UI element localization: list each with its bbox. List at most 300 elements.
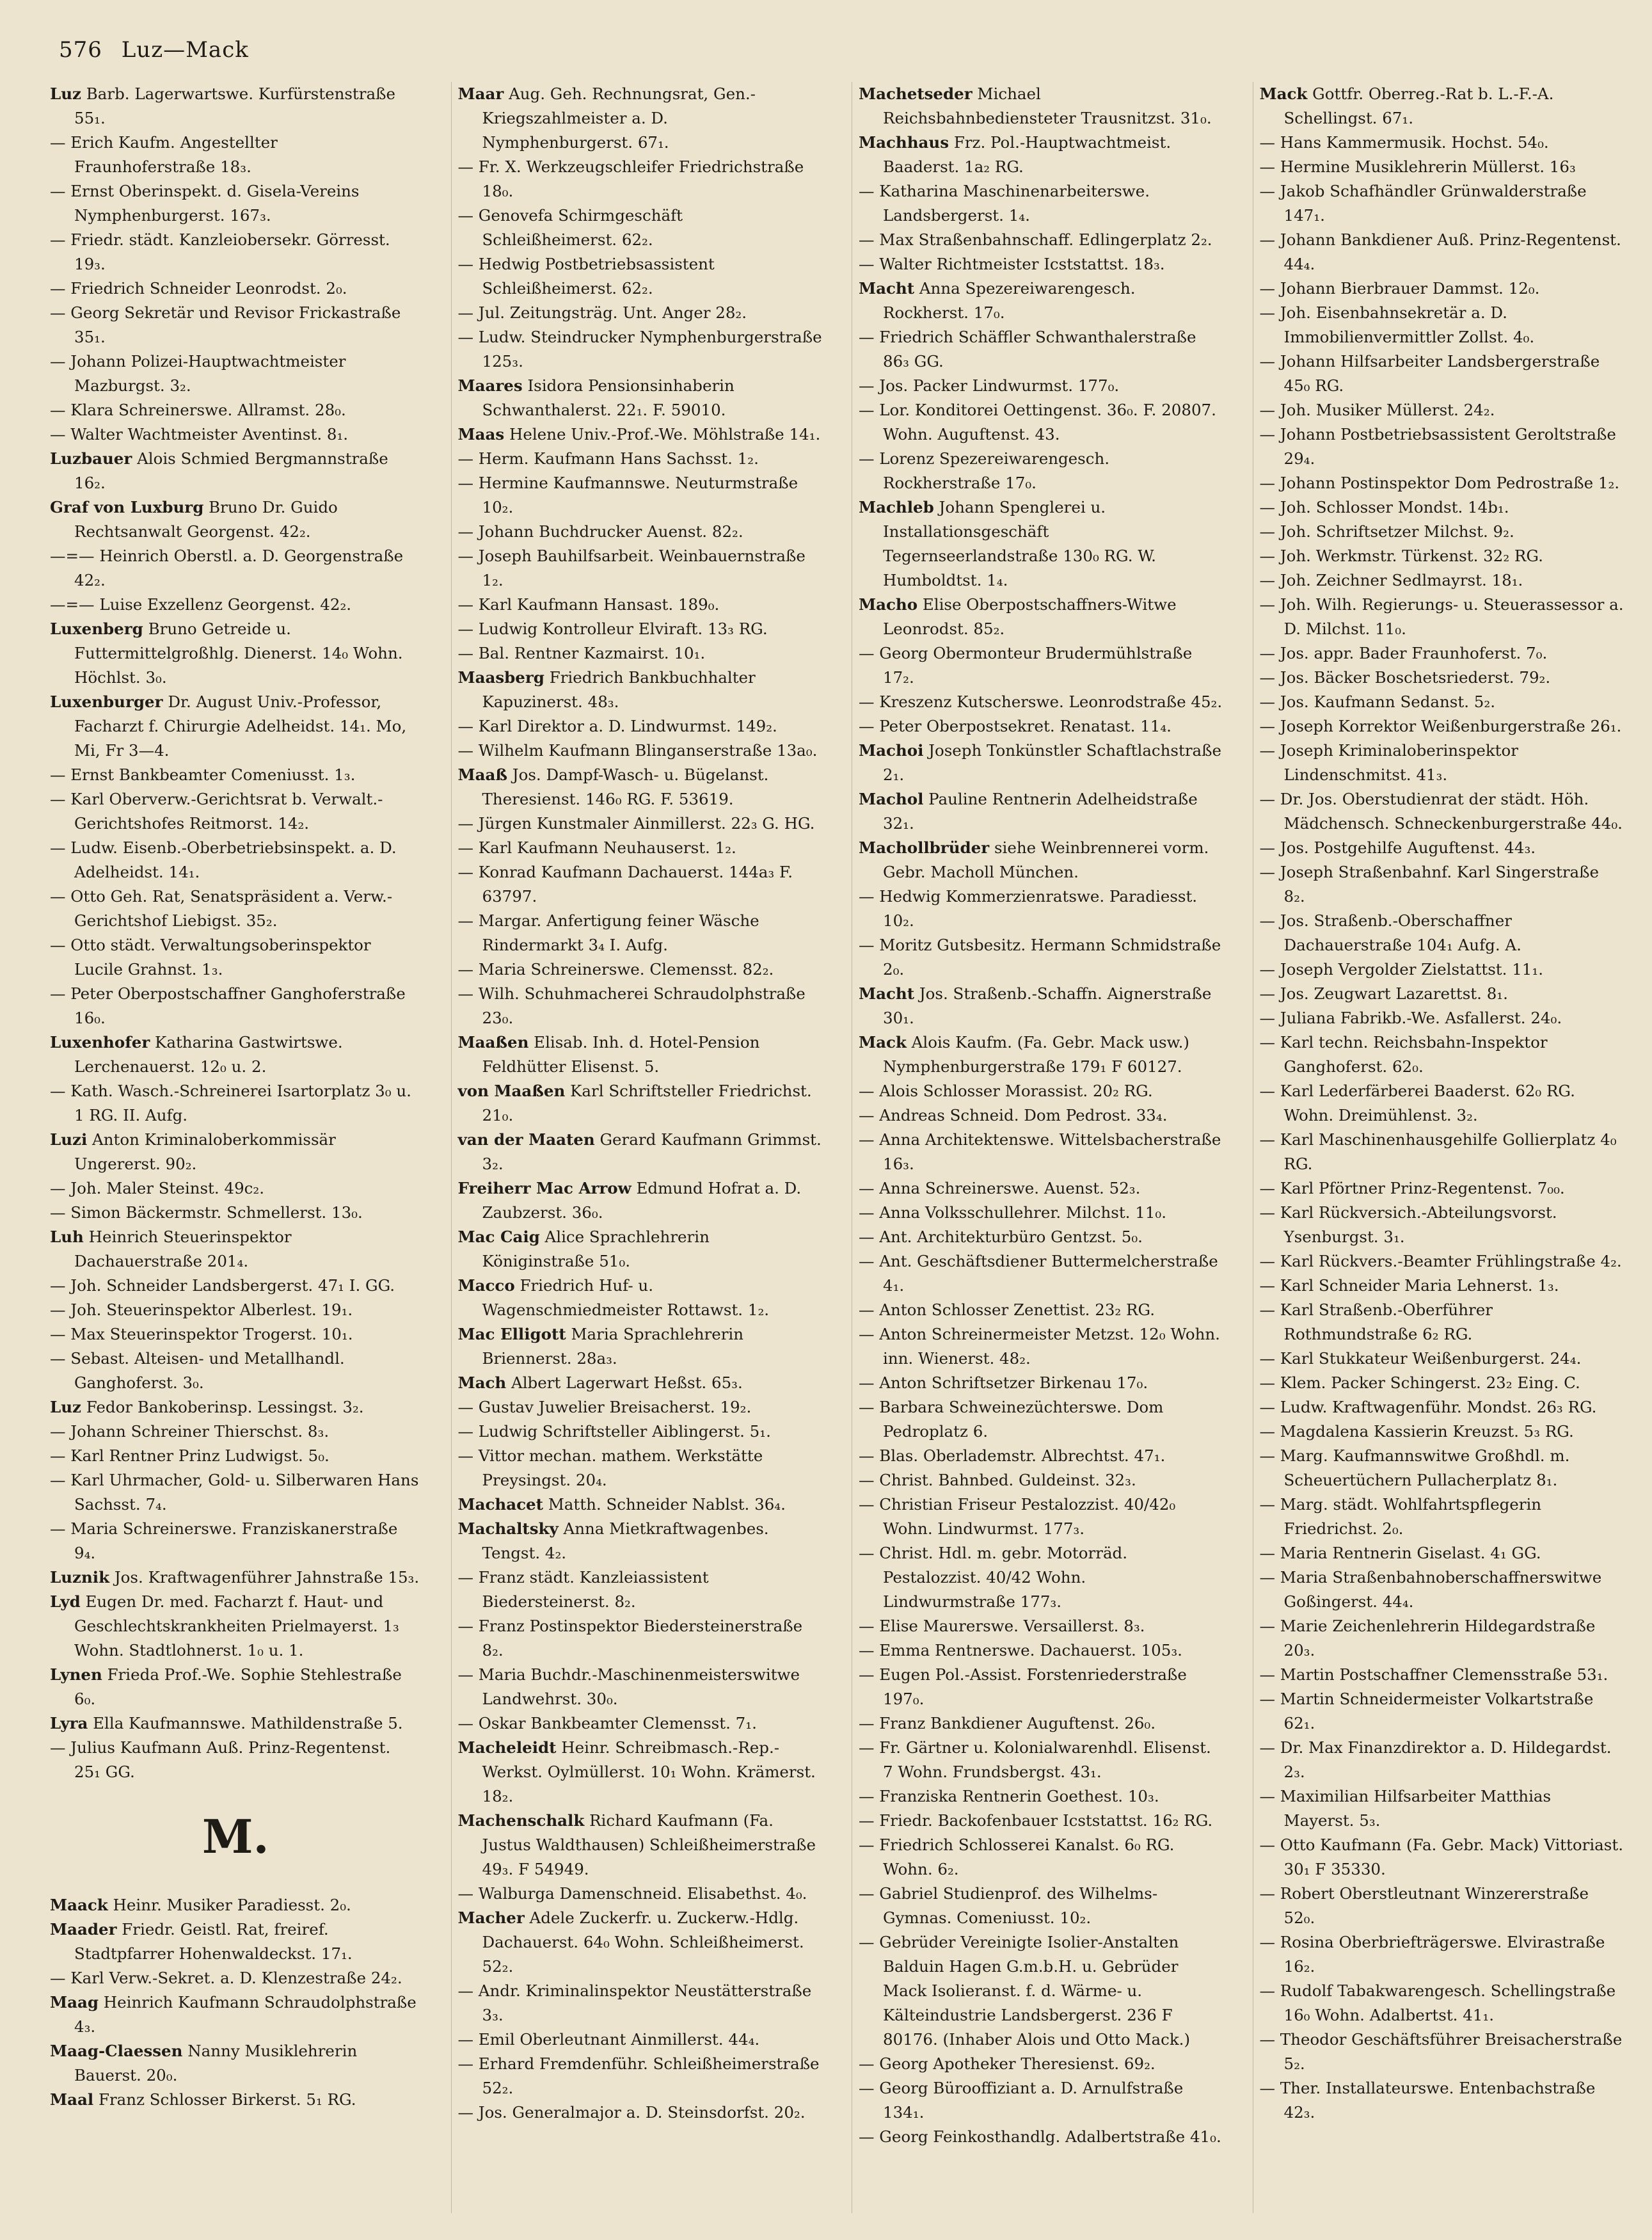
entry-text: — Anton Schreinermeister Metzst. 12₀ Wohn. inn. Wienerst. 48₂. [859, 1325, 1220, 1368]
directory-entry [859, 1201, 1223, 1225]
directory-entry [859, 1638, 1223, 1663]
directory-entry [50, 1517, 422, 1565]
directory-entry [458, 1420, 823, 1444]
directory-entry [458, 641, 823, 666]
directory-entry [458, 1736, 823, 1809]
entry-text: — Genovefa Schirmgeschäft Schleißheimerst. 62₂. [457, 206, 683, 249]
entry-text: — Martin Schneidermeister Volkartstraße 62₁. [1259, 1690, 1594, 1732]
directory-entry [859, 690, 1223, 714]
entry-surname: von Maaßen [457, 1082, 566, 1100]
entry-text: — Jos. appr. Bader Fraunhoferst. 7₀. [1259, 644, 1548, 662]
directory-entry [859, 1444, 1223, 1468]
directory-entry [50, 1079, 422, 1128]
entry-text: Jos. Dampf-Wasch- u. Bügelanst. Theresienst. 146₀ RG. F. 53619. [482, 765, 769, 808]
directory-entry [1260, 1541, 1624, 1565]
directory-entry [1260, 301, 1624, 349]
entry-text: — Magdalena Kassierin Kreuzst. 5₃ RG. [1259, 1422, 1574, 1441]
entry-surname: Mac Elligott [457, 1325, 566, 1343]
directory-entry [859, 1225, 1223, 1249]
directory-entry [859, 714, 1223, 739]
entry-text: Franz Schlosser Birkerst. 5₁ RG. [93, 2090, 356, 2109]
entry-text: Eugen Dr. med. Facharzt f. Haut- und Geschlechtskrankheiten Prielmayerst. 1₃ Wohn. Stadtlohnerst. 1₀ u. 1. [74, 1592, 399, 1660]
entry-surname: Luzbauer [50, 449, 132, 468]
entry-text: — Franz Bankdiener Auguftenst. 26₀. [859, 1714, 1156, 1732]
entry-text: Heinrich Kaufmann Schraudolphstraße 4₃. [74, 1993, 417, 2036]
entry-text: — Otto städt. Verwaltungsoberinspektor Lucile Grahnst. 1₃. [50, 936, 371, 979]
entry-surname: Mack [859, 1033, 907, 1052]
entry-text: — Klem. Packer Schingerst. 23₂ Eing. C. [1259, 1373, 1580, 1392]
directory-entry [458, 1663, 823, 1711]
page-range: Luz—Mack [121, 37, 249, 63]
directory-entry [1260, 1492, 1624, 1541]
entry-text: — Joseph Kriminaloberinspektor Lindenschmitst. 41₃. [1259, 741, 1518, 784]
entry-surname: Mac Caig [457, 1228, 540, 1246]
entry-text: — Peter Oberpostsekret. Renatast. 11₄. [859, 717, 1171, 735]
entry-text: — Johann Hilfsarbeiter Landsbergerstraße 45₀ RG. [1259, 352, 1600, 395]
directory-entry [1260, 593, 1624, 641]
entry-surname: Macco [457, 1276, 515, 1295]
entry-surname: van der Maaten [457, 1130, 595, 1149]
entry-text: — Karl Oberverw.-Gerichtsrat b. Verwalt.-Gerichtshofes Reitmorst. 14₂. [50, 790, 383, 833]
entry-text: — Elise Maurerswe. Versaillerst. 8₃. [859, 1617, 1145, 1635]
entry-text: — Georg Bürooffiziant a. D. Arnulfstraße 134₁. [859, 2079, 1184, 2122]
directory-entry [50, 2088, 422, 2112]
entry-surname: Luznik [50, 1568, 110, 1587]
entry-text: Michael Reichsbahnbediensteter Trausnitzst. 31₀. [883, 84, 1212, 127]
page-number: 576 [59, 37, 102, 63]
directory-entry [50, 544, 422, 593]
directory-entry [859, 82, 1223, 131]
entry-text: — Jos. Kaufmann Sedanst. 5₂. [1259, 692, 1495, 711]
directory-entry [458, 1882, 823, 1906]
directory-entry [1260, 1833, 1624, 1882]
entry-text: — Dr. Jos. Oberstudienrat der städt. Höh. Mädchensch. Schneckenburgerstraße 44₀. [1259, 790, 1623, 833]
entry-text: — Martin Postschaffner Clemensstraße 53₁. [1259, 1665, 1608, 1684]
entry-text: — Johann Bierbrauer Dammst. 12₀. [1259, 279, 1540, 298]
directory-entry [458, 739, 823, 763]
directory-entry [458, 617, 823, 641]
entry-text: — Maria Schreinerswe. Franziskanerstraße 9₄. [50, 1519, 398, 1562]
entry-text: — Joseph Straßenbahnf. Karl Singerstraße 8₂. [1259, 863, 1600, 906]
entry-text: — Walter Wachtmeister Aventinst. 8₁. [50, 425, 349, 444]
entry-text: — Joh. Maler Steinst. 49c₂. [50, 1179, 264, 1197]
directory-entry [1260, 787, 1624, 836]
directory-entry [458, 666, 823, 714]
directory-entry [458, 1371, 823, 1395]
directory-entry [458, 836, 823, 860]
entry-text: — Karl Uhrmacher, Gold- u. Silberwaren Hans Sachsst. 7₄. [50, 1471, 419, 1514]
directory-entry [859, 884, 1223, 933]
entry-text: — Christ. Bahnbed. Guldeinst. 32₃. [859, 1471, 1136, 1489]
directory-entry [458, 1322, 823, 1371]
entry-text: Alois Kaufm. (Fa. Gebr. Mack usw.) Nymphenburgerstraße 179₁ F 60127. [883, 1033, 1189, 1076]
directory-entry [458, 2028, 823, 2052]
entry-text: — Karl Schneider Maria Lehnerst. 1₃. [1259, 1276, 1559, 1295]
entry-text: — Jos. Bäcker Boschetsriederst. 79₂. [1259, 668, 1551, 687]
directory-entry [50, 1225, 422, 1274]
entry-text: Maria Sprachlehrerin Briennerst. 28a₃. [482, 1325, 744, 1368]
entry-text: — Eugen Pol.-Assist. Forstenriederstraße 197₀. [859, 1665, 1187, 1708]
directory-entry [859, 2076, 1223, 2125]
entry-text: — Jos. Postgehilfe Auguftenst. 44₃. [1259, 838, 1536, 857]
column-3 [852, 82, 1223, 2213]
directory-entry [50, 1395, 422, 1420]
directory-entry [1260, 739, 1624, 787]
directory-entry [50, 1711, 422, 1736]
directory-entry [458, 593, 823, 617]
entry-text: — Hermine Kaufmannswe. Neuturmstraße 10₂. [457, 474, 798, 516]
entry-text: Nanny Musiklehrerin Bauerst. 20₀. [74, 2042, 358, 2084]
page-header [59, 37, 249, 63]
directory-entry [859, 1468, 1223, 1492]
directory-entry [458, 1079, 823, 1128]
directory-entry [458, 860, 823, 909]
directory-entry [458, 982, 823, 1030]
directory-entry [458, 301, 823, 325]
entry-text: — Juliana Fabrikb.-We. Asfallerst. 24₀. [1259, 1009, 1562, 1027]
entry-surname: Maaß [457, 765, 507, 784]
entry-text: — Karl Stukkateur Weißenburgerst. 24₄. [1259, 1349, 1582, 1368]
entry-surname: Luh [50, 1228, 84, 1246]
entry-text: — Vittor mechan. mathem. Werkstätte Preysingst. 20₄. [457, 1446, 763, 1489]
directory-entry [859, 1882, 1223, 1930]
directory-entry [1260, 1614, 1624, 1663]
directory-entry [1260, 666, 1624, 690]
directory-entry [1260, 131, 1624, 155]
directory-entry [50, 982, 422, 1030]
directory-entry [458, 1492, 823, 1517]
entry-text: Dr. August Univ.-Professor, Facharzt f. Chirurgie Adelheidst. 14₁. Mo, Mi, Fr 3—4. [74, 692, 407, 760]
directory-entry [859, 1930, 1223, 2052]
entry-text: — Rudolf Tabakwarengesch. Schellingstraße 16₀ Wohn. Adalbertst. 41₁. [1259, 1981, 1616, 2024]
directory-entry [458, 1979, 823, 2028]
entry-text: — Johann Bankdiener Auß. Prinz-Regentenst. 44₄. [1259, 230, 1621, 273]
directory-entry [50, 131, 422, 179]
entry-text: — Otto Geh. Rat, Senatspräsident a. Verw.-Gerichtshof Liebigst. 35₂. [50, 887, 393, 930]
entry-text: — Katharina Maschinenarbeiterswe. Landsbergerst. 1₄. [859, 182, 1150, 225]
entry-text: Matth. Schneider Nablst. 36₄. [543, 1495, 786, 1514]
entry-text: — Andr. Kriminalinspektor Neustätterstraße 3₃. [457, 1981, 812, 2024]
entry-surname: Luxenburger [50, 692, 163, 711]
directory-entry [50, 82, 422, 131]
directory-entry [50, 1128, 422, 1176]
entry-surname: Maag-Claessen [50, 2042, 183, 2060]
entry-text: — Jos. Packer Lindwurmst. 177₀. [859, 376, 1120, 395]
entry-surname: Machenschalk [457, 1811, 585, 1830]
directory-entry [859, 1809, 1223, 1833]
entry-text: Frieda Prof.-We. Sophie Stehlestraße 6₀. [74, 1665, 402, 1708]
directory-entry [1260, 1274, 1624, 1298]
entry-text: Pauline Rentnerin Adelheidstraße 32₁. [883, 790, 1198, 833]
entry-text: — Wilh. Schuhmacherei Schraudolphstraße 23₀. [457, 984, 806, 1027]
directory-entry [859, 739, 1223, 787]
directory-entry [859, 2125, 1223, 2149]
entry-text: — Joh. Wilh. Regierungs- u. Steuerassessor a. D. Milchst. 11₀. [1259, 595, 1624, 638]
entry-text: Anna Mietkraftwagenbes. Tengst. 4₂. [482, 1519, 769, 1562]
directory-entry [1260, 1201, 1624, 1249]
entry-text: — Johann Polizei-Hauptwachtmeister Mazburgst. 3₂. [50, 352, 346, 395]
entry-text: — Fr. Gärtner u. Kolonialwarenhdl. Elisenst. 7 Wohn. Frundsbergst. 43₁. [859, 1738, 1211, 1781]
directory-entry [50, 884, 422, 933]
entry-text: — Julius Kaufmann Auß. Prinz-Regentenst. 25₁ GG. [50, 1738, 391, 1781]
directory-entry [1260, 1687, 1624, 1736]
entry-text: — Barbara Schweinezüchterswe. Dom Pedroplatz 6. [859, 1398, 1164, 1441]
directory-entry [859, 1492, 1223, 1541]
entry-text: — Karl Pförtner Prinz-Regentenst. 7₀₀. [1259, 1179, 1565, 1197]
entry-text: — Karl Rückvers.-Beamter Frühlingstraße 4₂. [1259, 1252, 1622, 1270]
entry-text: — Simon Bäckermstr. Schmellerst. 13₀. [50, 1203, 363, 1222]
entry-surname: Machacet [457, 1495, 543, 1514]
entry-text: Bruno Dr. Guido Rechtsanwalt Georgenst. 42₂. [74, 498, 338, 541]
entry-surname: Macht [859, 279, 915, 298]
directory-entry [458, 1128, 823, 1176]
entry-text: — Friedrich Schäffler Schwanthalerstraße 86₃ GG. [859, 328, 1196, 371]
entry-text: — Max Straßenbahnschaff. Edlingerplatz 2₂. [859, 230, 1212, 249]
entry-text: Albert Lagerwart Heßst. 65₃. [506, 1373, 743, 1392]
entry-text: — Joh. Steuerinspektor Alberlest. 19₁. [50, 1300, 353, 1319]
entry-surname: Maack [50, 1896, 108, 1914]
entry-text: — Herm. Kaufmann Hans Sachsst. 1₂. [457, 449, 759, 468]
entry-text: — Bal. Rentner Kazmairst. 10₁. [457, 644, 706, 662]
columns [50, 82, 1624, 2213]
directory-entry [50, 1030, 422, 1079]
entry-text: — Karl Kaufmann Neuhauserst. 1₂. [457, 838, 736, 857]
entry-text: Jos. Straßenb.-Schaffn. Aignerstraße 30₁. [883, 984, 1212, 1027]
directory-entry [50, 1347, 422, 1395]
entry-surname: Machaltsky [457, 1519, 559, 1538]
entry-text: Anton Kriminaloberkommissär Ungererst. 90₂. [74, 1130, 336, 1173]
entry-surname: Luz [50, 84, 81, 103]
directory-entry [859, 1663, 1223, 1711]
directory-entry [859, 1736, 1223, 1784]
directory-entry [458, 1711, 823, 1736]
entry-text: — Peter Oberpostschaffner Ganghoferstraße 16₀. [50, 984, 406, 1027]
directory-entry [1260, 1395, 1624, 1420]
directory-entry [859, 325, 1223, 374]
entry-text: — Karl Direktor a. D. Lindwurmst. 149₂. [457, 717, 777, 735]
entry-text: Aug. Geh. Rechnungsrat, Gen.-Kriegszahlmeister a. D. Nymphenburgerst. 67₁. [482, 84, 756, 152]
entry-surname: Machetseder [859, 84, 973, 103]
entry-text: — Gebrüder Vereinigte Isolier-Anstalten Balduin Hagen G.m.b.H. u. Gebrüder Mack Isolieranst. f. d. Wärme- u. Kälteindustrie Landsbergerst. 236 F 80176. (Inhaber Alois und Otto Mack.) [859, 1933, 1191, 2049]
directory-entry [859, 1079, 1223, 1103]
entry-text: Friedrich Bankbuchhalter Kapuzinerst. 48₃. [482, 668, 756, 711]
entry-text: — Ludw. Kraftwagenführ. Mondst. 26₃ RG. [1259, 1398, 1597, 1416]
entry-text: — Joh. Zeichner Sedlmayrst. 18₁. [1259, 571, 1523, 589]
directory-entry [50, 593, 422, 617]
entry-surname: Macho [859, 595, 918, 614]
entry-text: Fedor Bankoberinsp. Lessingst. 3₂. [81, 1398, 364, 1416]
entry-text: Gottfr. Oberreg.-Rat b. L.-F.-A. Schellingst. 67₁. [1283, 84, 1554, 127]
directory-entry [1260, 82, 1624, 131]
entry-text: Katharina Gastwirtswe. Lerchenauerst. 12₀ u. 2. [74, 1033, 343, 1076]
entry-text: — Walburga Damenschneid. Elisabethst. 4₀. [457, 1884, 807, 1903]
entry-surname: Maag [50, 1993, 99, 2012]
entry-text: Friedr. Geistl. Rat, freiref. Stadtpfarrer Hohenwaldeckst. 17₁. [74, 1920, 353, 1963]
entry-text: — Ernst Bankbeamter Comeniusst. 1₃. [50, 765, 356, 784]
entry-surname: Luzi [50, 1130, 88, 1149]
entry-text: — Ludwig Schriftsteller Aiblingerst. 5₁. [457, 1422, 771, 1441]
entry-text: — Franziska Rentnerin Goethest. 10₃. [859, 1787, 1159, 1805]
directory-entry [458, 1030, 823, 1079]
entry-surname: Machleb [859, 498, 934, 516]
directory-entry [458, 812, 823, 836]
directory-entry [1260, 1565, 1624, 1614]
directory-entry [458, 957, 823, 982]
directory-entry [859, 1395, 1223, 1444]
directory-entry [458, 155, 823, 204]
directory-entry [1260, 909, 1624, 957]
directory-entry [859, 1614, 1223, 1638]
entry-surname: Macher [457, 1908, 525, 1927]
entry-surname: Macht [859, 984, 915, 1003]
entry-text: — Robert Oberstleutnant Winzererstraße 52₀. [1259, 1884, 1589, 1927]
entry-text: Alice Sprachlehrerin Königinstraße 51₀. [482, 1228, 710, 1270]
entry-text: — Ant. Geschäftsdiener Buttermelcherstraße 4₁. [859, 1252, 1218, 1295]
entry-text: — Franz städt. Kanzleiassistent Biedersteinerst. 8₂. [457, 1568, 709, 1611]
directory-entry [50, 690, 422, 763]
entry-text: — Ludwig Kontrolleur Elviraft. 13₃ RG. [457, 620, 768, 638]
directory-entry [1260, 1006, 1624, 1030]
entry-surname: Machoi [859, 741, 924, 760]
directory-entry [859, 1711, 1223, 1736]
entry-text: — Joh. Musiker Müllerst. 24₂. [1259, 401, 1495, 419]
directory-entry [50, 301, 422, 349]
directory-entry [1260, 1784, 1624, 1833]
entry-text: Joseph Tonkünstler Schaftlachstraße 2₁. [883, 741, 1222, 784]
directory-entry [859, 933, 1223, 982]
directory-entry [1260, 1979, 1624, 2028]
entry-surname: Maar [457, 84, 504, 103]
entry-text: — Maria Rentnerin Giselast. 4₁ GG. [1259, 1544, 1541, 1562]
directory-entry [458, 520, 823, 544]
directory-entry [458, 1176, 823, 1225]
entry-text: — Maria Straßenbahnoberschaffnerswitwe Goßingerst. 44₄. [1259, 1568, 1602, 1611]
directory-entry [859, 131, 1223, 179]
entry-text: — Jul. Zeitungsträg. Unt. Anger 28₂. [457, 303, 747, 322]
directory-entry [50, 1322, 422, 1347]
entry-text: — Georg Feinkosthandlg. Adalbertstraße 41₀. [859, 2127, 1221, 2146]
entry-text: — Karl Rückversich.-Abteilungsvorst. Ysenburgst. 3₁. [1259, 1203, 1557, 1246]
entry-text: — Joh. Schneider Landsbergerst. 47₁ I. GG. [50, 1276, 395, 1295]
directory-entry [458, 1395, 823, 1420]
entry-text: — Walter Richtmeister Icststattst. 18₃. [859, 255, 1165, 273]
entry-text: — Emil Oberleutnant Ainmillerst. 44₄. [457, 2030, 760, 2049]
directory-entry [859, 2052, 1223, 2076]
entry-surname: Mach [457, 1373, 507, 1392]
entry-text: Karl Schriftsteller Friedrichst. 21₀. [482, 1082, 812, 1124]
directory-entry [50, 1590, 422, 1663]
entry-text: — Friedrich Schlosserei Kanalst. 6₀ RG. Wohn. 6₂. [859, 1836, 1175, 1878]
directory-entry [859, 374, 1223, 398]
directory-entry [50, 495, 422, 544]
directory-entry [1260, 568, 1624, 593]
entry-text: — Joseph Bauhilfsarbeit. Weinbauernstraße 1₂. [457, 547, 806, 589]
entry-text: Heinr. Musiker Paradiesst. 2₀. [107, 1896, 351, 1914]
directory-entry [1260, 422, 1624, 471]
directory-entry [1260, 1249, 1624, 1274]
directory-entry [50, 1736, 422, 1784]
directory-entry [1260, 1444, 1624, 1492]
directory-entry [859, 447, 1223, 495]
directory-entry [859, 982, 1223, 1030]
entry-surname: Maares [457, 376, 523, 395]
directory-entry [50, 1990, 422, 2039]
directory-entry [458, 1614, 823, 1663]
entry-text: Edmund Hofrat a. D. Zaubzerst. 36₀. [482, 1179, 802, 1222]
directory-entry [50, 787, 422, 836]
directory-entry [1260, 2076, 1624, 2125]
directory-entry [1260, 1298, 1624, 1347]
entry-text: Gerard Kaufmann Grimmst. 3₂. [482, 1130, 822, 1173]
directory-entry [458, 422, 823, 447]
directory-entry [859, 836, 1223, 884]
directory-entry [859, 1541, 1223, 1614]
directory-entry [458, 447, 823, 471]
entry-surname: Machollbrüder [859, 838, 990, 857]
entry-text: — Karl Verw.-Sekret. a. D. Klenzestraße 24₂. [50, 1969, 402, 1987]
entry-surname: Maader [50, 1920, 117, 1939]
entry-text: — Jos. Zeugwart Lazarettst. 8₁. [1259, 984, 1508, 1003]
entry-text: — Karl Lederfärberei Baaderst. 62₀ RG. Wohn. Dreimühlenst. 3₂. [1259, 1082, 1575, 1124]
entry-text: — Maria Buchdr.-Maschinenmeisterswitwe Landwehrst. 30₀. [457, 1665, 800, 1708]
entry-text: — Anton Schlosser Zenettist. 23₂ RG. [859, 1300, 1155, 1319]
entry-surname: Luz [50, 1398, 81, 1416]
column-2 [451, 82, 823, 2213]
entry-text: — Joseph Korrektor Weißenburgerstraße 26₁. [1259, 717, 1622, 735]
entry-text: — Klara Schreinerswe. Allramst. 28₀. [50, 401, 346, 419]
entry-text: — Hedwig Postbetriebsassistent Schleißheimerst. 62₂. [457, 255, 715, 298]
entry-surname: Machhaus [859, 133, 949, 152]
entry-text: Johann Spenglerei u. Installationsgeschäft Tegernseerlandstraße 130₀ RG. W. Humboldtst. 1₄. [883, 498, 1156, 589]
directory-entry [50, 1201, 422, 1225]
entry-surname: Maaßen [457, 1033, 529, 1052]
entry-text: — Joh. Schlosser Mondst. 14b₁. [1259, 498, 1509, 516]
entry-surname: Maasberg [457, 668, 544, 687]
entry-text: — Fr. X. Werkzeugschleifer Friedrichstraße 18₀. [457, 157, 804, 200]
directory-entry [50, 1298, 422, 1322]
directory-entry [1260, 982, 1624, 1006]
entry-text: Richard Kaufmann (Fa. Justus Waldthausen) Schleißheimerstraße 49₃. F 54949. [482, 1811, 816, 1878]
directory-entry [1260, 1420, 1624, 1444]
directory-entry [1260, 1079, 1624, 1128]
entry-surname: Luxenhofer [50, 1033, 150, 1052]
entry-text: — Johann Postinspektor Dom Pedrostraße 1₂. [1259, 474, 1620, 492]
entry-text: — Christian Friseur Pestalozzist. 40/42₀ Wohn. Lindwurmst. 177₃. [859, 1495, 1176, 1538]
entry-text: Heinrich Steuerinspektor Dachauerstraße 201₄. [74, 1228, 292, 1270]
directory-entry [50, 1917, 422, 1966]
entry-text: — Jürgen Kunstmaler Ainmillerst. 22₃ G. HG. [457, 814, 815, 833]
entry-text: — Friedr. städt. Kanzleiobersekr. Görresst. 19₃. [50, 230, 390, 273]
entry-surname: Maal [50, 2090, 94, 2109]
entry-text: — Hedwig Kommerzienratswe. Paradiesst. 10₂. [859, 887, 1198, 930]
directory-entry [50, 228, 422, 276]
directory-entry [458, 1225, 823, 1274]
directory-entry [458, 1517, 823, 1565]
directory-entry [1260, 1371, 1624, 1395]
directory-entry [859, 276, 1223, 325]
directory-entry [1260, 1930, 1624, 1979]
directory-entry [50, 1176, 422, 1201]
entry-text: — Gabriel Studienprof. des Wilhelms-Gymnas. Comeniusst. 10₂. [859, 1884, 1158, 1927]
directory-entry [458, 1565, 823, 1614]
directory-entry [859, 252, 1223, 276]
directory-entry [859, 1298, 1223, 1322]
entry-text: Adele Zuckerfr. u. Zuckerw.-Hdlg. Dachauerst. 64₀ Wohn. Schleißheimerst. 52₂. [482, 1908, 804, 1976]
entry-text: — Hans Kammermusik. Hochst. 54₀. [1259, 133, 1549, 152]
entry-text: — Anna Volksschullehrer. Milchst. 11₀. [859, 1203, 1167, 1222]
directory-entry [1260, 155, 1624, 179]
entry-text: — Ant. Architekturbüro Gentzst. 5₀. [859, 1228, 1143, 1246]
